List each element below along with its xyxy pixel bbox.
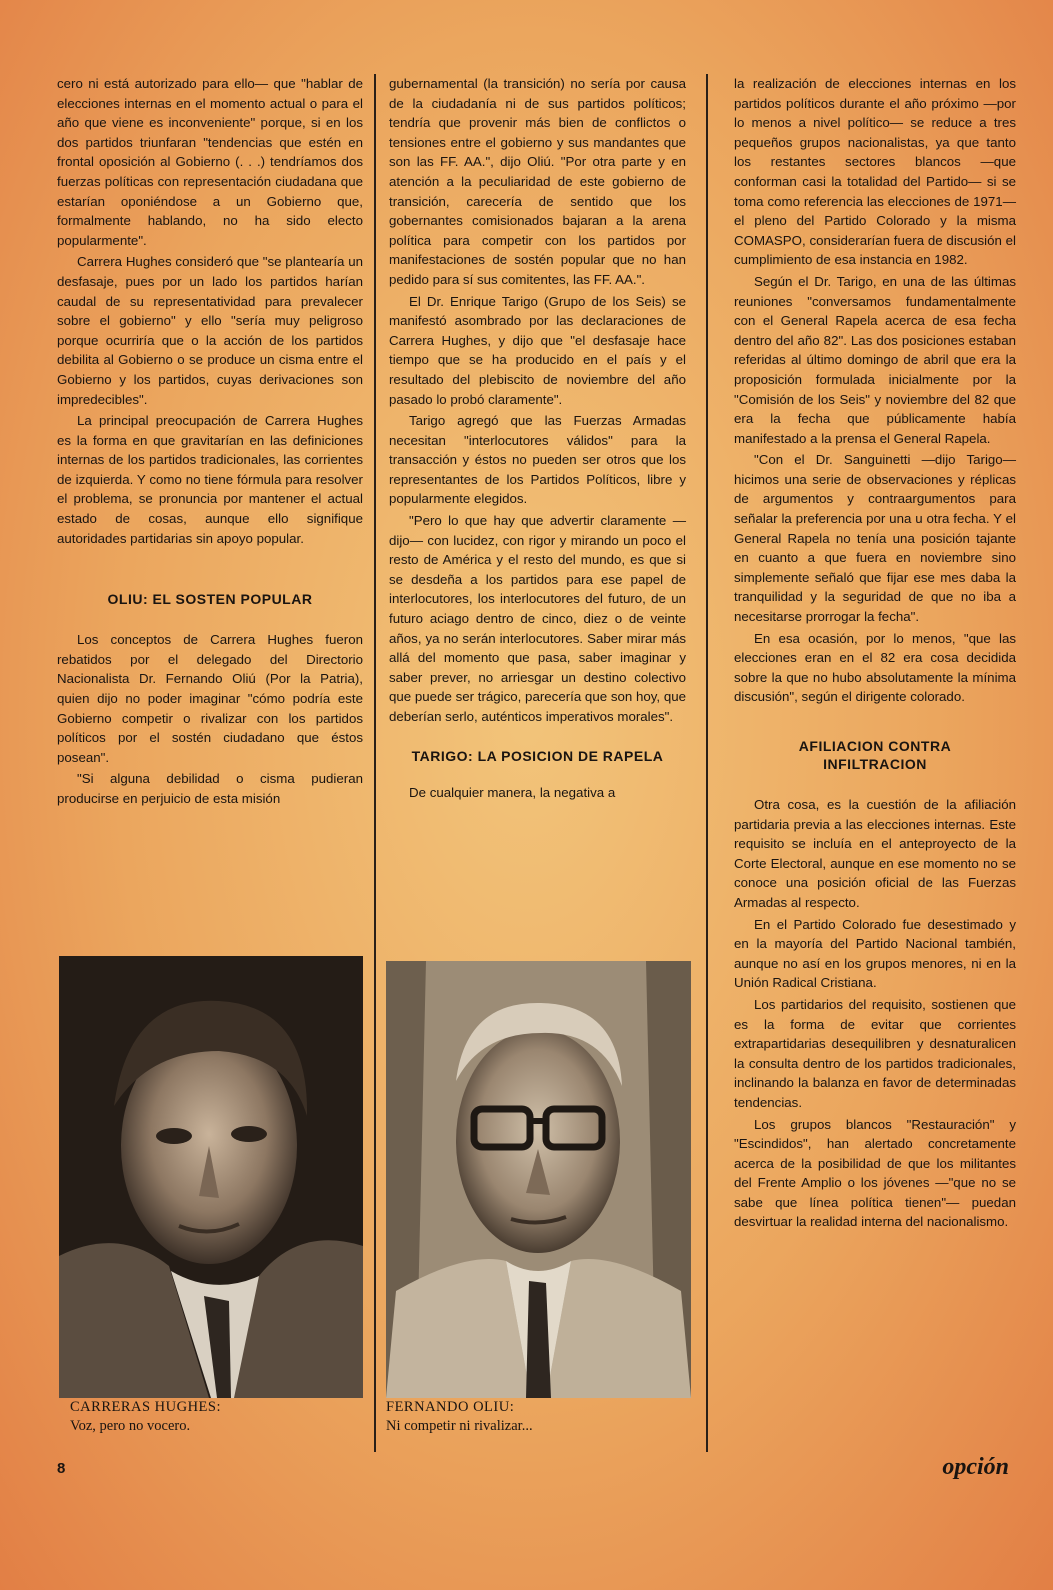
- paragraph: Los partidarios del requisito, sostienen que es la forma de evitar que corrientes extrapartidarias desequilibren y desnaturalicen la consulta dentro de los partidos tradicionales, inclinando la balanza en favor de determinadas tendencias.: [734, 996, 1016, 1110]
- paragraph: Los conceptos de Carrera Hughes fueron rebatidos por el delegado del Directorio Nacionalista Dr. Fernando Oliú (Por la Patria), quien dijo no poder imaginar "cómo podría este Gobierno competir o rivalizar con los partidos políticos por el sostén ciudadano que éstos posean".: [57, 632, 363, 765]
- column-rule-left: [374, 74, 376, 1452]
- portrait-illustration: [59, 956, 363, 1398]
- paragraph: gubernamental (la transición) no sería por causa de la ciudadanía ni de sus partidos políticos; tendría que provenir más bien de conflictos o tensiones entre el gobierno y sus mandantes que son las FF. AA.", dijo Oliú. "Por otra parte y en atención a la peculiaridad de este gobierno de transición, carecería de sentido que los gobernantes comisionados bajaran a la arena política para competir con los partidos por manifestaciones de sostén popular que no han pedido para sí sus comitentes, las FF. AA.".: [389, 76, 686, 287]
- paragraph: cero ni está autorizado para ello— que "hablar de elecciones internas en el momento actual o para el año que viene es inconveniente" porque, si en los dos partidos triunfaran "tendencias que estén en frontal oposición al Gobierno (. . .) tendríamos dos fuerzas políticas con representación ciudadana que estarían oponiéndose a un Gobierno que, formalmente hablando, no ha sido electo popularmente".: [57, 76, 363, 248]
- paragraph: En el Partido Colorado fue desestimado y en la mayoría del Partido Nacional también, aunque no así en los grupos menores, ni en la Unión Radical Cristiana.: [734, 916, 1016, 991]
- section-heading-tarigo: TARIGO: LA POSICION DE RAPELA: [411, 747, 664, 764]
- paragraph: Otra cosa, es la cuestión de la afiliación partidaria previa a las elecciones internas. Este requisito se incluía en el anteproyecto de la Corte Electoral, aunque en ese momento no se conoce una posición oficial de las Fuerzas Armadas al respecto.: [734, 797, 1016, 910]
- column-rule-right: [706, 74, 708, 1452]
- photo-fernando-oliu: [386, 961, 691, 1398]
- article-column-1: [57, 74, 363, 811]
- page-number: 8: [57, 1460, 66, 1477]
- paragraph: Según el Dr. Tarigo, en una de las últimas reuniones "conversamos fundamentalmente con el General Rapela acerca de esa fecha dentro del año 82". Las dos posiciones estaban referidas al último domingo de abril que era la proposición formulada inicialmente por la "Comisión de los Seis" y noviembre del 82 que era la fecha que públicamente había manifestado a la prensa el General Rapela.: [734, 273, 1016, 446]
- paragraph: De cualquier manera, la negativa a: [409, 784, 616, 800]
- paragraph: En esa ocasión, por lo menos, "que las elecciones eran en el 82 era cosa decidida sobre la que no hubo absolutamente la mínima discusión", según el dirigente colorado.: [734, 630, 1016, 705]
- paragraph: "Con el Dr. Sanguinetti —dijo Tarigo— hicimos una serie de observaciones y réplicas de argumentos y contraargumentos para señalar la preferencia por una u otra fecha. Y el General Rapela no tenía una posición tajante en cuanto a que fuera en noviembre sino simplemente señaló que fijar ese mes daba la tranquilidad y la seguridad de que no iba a necesitarse prorrogar la fecha".: [734, 452, 1016, 625]
- caption-text: Voz, pero no vocero.: [70, 1418, 191, 1434]
- heading-line-1: AFILIACION CONTRA: [798, 738, 952, 754]
- paragraph: El Dr. Enrique Tarigo (Grupo de los Seis) se manifestó asombrado por las declaraciones de Carrera Hughes, y dijo que "el desfasaje hace tiempo que se ha producido en el país y el resultado del plebiscito de noviembre del año pasado lo probó claramente".: [389, 293, 686, 407]
- portrait-illustration: [386, 961, 691, 1398]
- caption-text: Ni competir ni rivalizar...: [386, 1418, 533, 1434]
- heading-line-2: INFILTRACION: [823, 756, 927, 772]
- paragraph: la realización de elecciones internas en los partidos políticos durante el año próximo —por lo menos a nivel político— se reduce a tres pequeños grupos nacionalistas, ya que tanto los restantes sectores blancos —que conforman casi la totalidad del Partido— si se toma como referencia las elecciones de 1971— el pleno del Partido Colorado y la misma COMASPO, considerarían fuera de discusión el cumplimiento de esa instancia en 1982.: [734, 76, 1016, 268]
- paragraph: Tarigo agregó que las Fuerzas Armadas necesitan "interlocutores válidos" para la transacción y éstos no pueden ser otros que los representantes de los Partidos Políticos, libre y popularmente elegidos.: [389, 413, 686, 507]
- caption-name: CARRERAS HUGHES:: [70, 1399, 222, 1415]
- photo-carrera-hughes: [59, 956, 363, 1398]
- photo-caption-left: [70, 1398, 221, 1436]
- section-heading-oliu: OLIU: EL SOSTEN POPULAR: [107, 591, 313, 608]
- caption-name: FERNANDO OLIU:: [386, 1399, 515, 1415]
- paragraph: "Pero lo que hay que advertir claramente —dijo— con lucidez, con rigor y mirando un poco el resto de América y el resto del mundo, es que si se desdeña a los partidos para ese papel de interlocutores, los interlocutores del futuro, de un futuro aciago dentro de cinco, diez o de veinte años, ya no serán interlocutores. Saber mirar más allá del momento que pasa, saber imaginar y saber prever, no arriesgar un destino colectivo que puede ser trágico, parecería que son hoy, que deberían serlo, auténticos imperativos morales".: [389, 513, 686, 724]
- article-column-2: [389, 74, 686, 804]
- article-column-3: [734, 74, 1016, 1234]
- paragraph: Los grupos blancos "Restauración" y "Escindidos", han alertado concretamente acerca de la posibilidad de que los militantes del Frente Amplio o los jóvenes —"que no se sabe que línea política tienen"— puedan desvirtuar la realidad interna del nacionalismo.: [734, 1116, 1016, 1230]
- paragraph: "Si alguna debilidad o cisma pudieran producirse en perjuicio de esta misión: [57, 771, 363, 806]
- paragraph: Carrera Hughes consideró que "se plantearía un desfasaje, pues por un lado los partidos harían caudal de su representatividad para prevalecer sobre el gobierno" y ello "sería muy peligroso porque ocurriría que o la acción de los partidos debilita al Gobierno o se produce un cisma entre el Gobierno y los partidos, cuyas derivaciones son impredecibles".: [57, 254, 363, 407]
- paragraph: La principal preocupación de Carrera Hughes es la forma en que gravitarían en las definiciones internas de los partidos tradicionales, las corrientes de izquierda. Y como no tiene fórmula para resolver el problema, se pronuncia por mantener el actual estado de cosas, aunque ello signifique autoridades partidarias sin apoyo popular.: [57, 413, 363, 546]
- magazine-logo: opción: [942, 1454, 1009, 1480]
- section-heading-afiliacion: [734, 737, 1016, 773]
- photo-caption-right: [386, 1398, 533, 1436]
